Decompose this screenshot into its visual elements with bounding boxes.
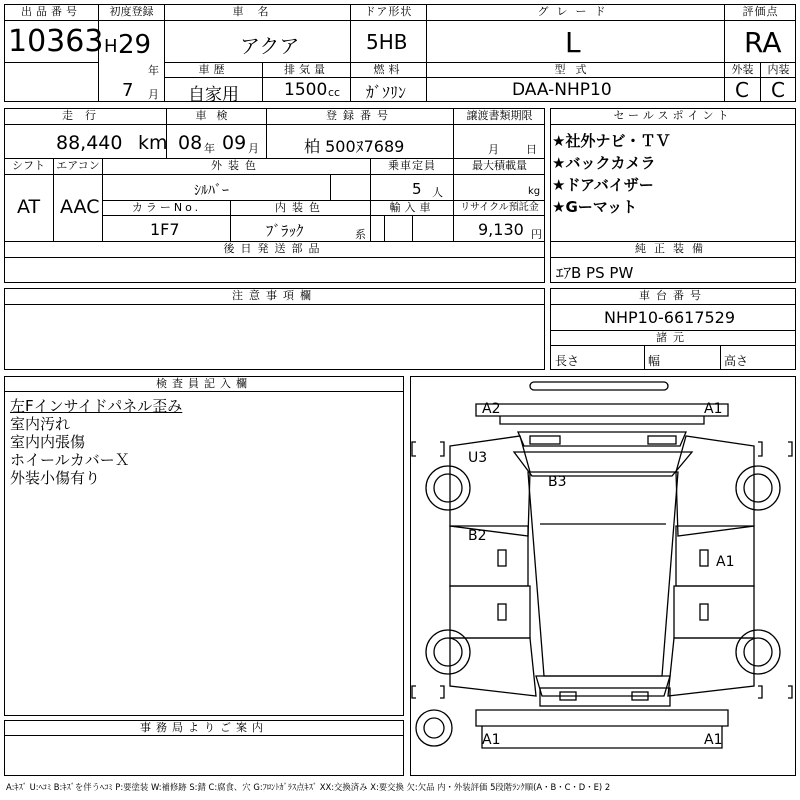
sales-item: ★ドアバイザー <box>552 176 654 194</box>
car-name: アクア <box>240 34 300 58</box>
car-diagram <box>410 376 796 776</box>
inspector-line: 室内汚れ <box>10 415 71 433</box>
shift: AT <box>17 196 41 218</box>
inspector-line: ホイールカバーＸ <box>10 451 130 469</box>
color-no: 1F7 <box>150 220 180 239</box>
mileage-label: 走行 <box>62 109 108 122</box>
score-label: 評価点 <box>742 5 779 18</box>
sales-item: ★社外ナビ・ＴＶ <box>552 132 671 150</box>
equipment-value: ｴｱB PS PW <box>556 264 634 282</box>
transfer-day: 日 <box>526 143 537 156</box>
displacement-unit: cc <box>328 86 341 99</box>
damage-mark: A1 <box>716 554 735 570</box>
inspector-line: 外装小傷有り <box>10 469 101 487</box>
door-type: 5HB <box>366 30 408 54</box>
spec-length: 長さ <box>555 354 580 368</box>
year-unit: 年 <box>148 64 159 77</box>
inspection-label: 車検 <box>195 109 238 122</box>
door-label: ドア形状 <box>364 5 413 18</box>
inspector-label: 検査員記入欄 <box>156 377 252 390</box>
damage-mark: A2 <box>482 401 501 417</box>
recycle-label: リサイクル預託金 <box>460 202 539 213</box>
capacity-label: 乗車定員 <box>388 159 436 172</box>
model: DAA-NHP10 <box>512 80 612 100</box>
load-label: 最大積載量 <box>472 159 527 172</box>
fuel: ｶﾞｿﾘﾝ <box>366 83 407 102</box>
fuel-label: 燃料 <box>373 63 404 76</box>
damage-mark: A1 <box>482 732 501 748</box>
inspection-month: 09 <box>222 132 247 154</box>
recycle-deposit: 9,130 <box>478 220 524 239</box>
inspection-month-unit: 月 <box>248 142 259 155</box>
first-reg-label: 初度登録 <box>109 5 154 18</box>
equipment-label: 純正装備 <box>635 242 711 255</box>
reg-no: 柏 500ﾇ7689 <box>304 137 405 156</box>
ac-label: エアコン <box>56 159 100 172</box>
exterior-score: C <box>735 78 749 102</box>
lot-label: 出品番号 <box>21 5 81 18</box>
notes-label: 注意事項欄 <box>232 289 317 302</box>
era: H <box>104 36 118 57</box>
model-label: 型式 <box>554 63 597 76</box>
load-unit: kg <box>528 186 541 197</box>
chassis-label: 車台番号 <box>639 289 707 302</box>
damage-mark: B3 <box>548 474 567 490</box>
import-label: 輸入車 <box>389 201 435 214</box>
transfer-month: 月 <box>488 143 499 156</box>
color: ｼﾙﾊﾞｰ <box>194 183 229 199</box>
color-label: 外装色 <box>211 159 262 172</box>
month-unit: 月 <box>148 88 159 101</box>
car-name-label: 車名 <box>232 5 283 18</box>
damage-mark: B2 <box>468 528 487 544</box>
mileage-unit: km <box>138 132 168 154</box>
exterior-label: 外装 <box>731 63 754 76</box>
int-color-unit: 系 <box>355 228 366 241</box>
later-parts-label: 後日発送部品 <box>223 242 326 255</box>
shift-label: シフト <box>12 159 45 172</box>
office-label: 事務局よりご案内 <box>140 721 268 734</box>
spec-height: 高さ <box>724 354 749 368</box>
spec-label: 諸元 <box>656 331 690 344</box>
lot-number: 10363 <box>8 24 104 59</box>
reg-no-label: 登録番号 <box>326 109 394 122</box>
interior-score: C <box>771 78 785 102</box>
color-no-label: カラーNo. <box>131 201 202 214</box>
spec-width: 幅 <box>648 354 661 368</box>
mileage: 88,440 <box>56 132 123 154</box>
sales-label: セールスポイント <box>613 109 733 122</box>
sales-item: ★Gーマット <box>552 198 638 216</box>
damage-mark: A1 <box>704 732 723 748</box>
inspector-line: 左Fインサイドパネル歪み <box>10 397 183 415</box>
reg-year: 29 <box>118 30 152 60</box>
inspector-line: 室内内張傷 <box>10 433 86 451</box>
score: RA <box>744 26 782 59</box>
capacity-unit: 人 <box>432 186 443 199</box>
inspection-year-unit: 年 <box>204 142 215 155</box>
int-color: ﾌﾞﾗｯｸ <box>266 222 304 240</box>
reg-month: 7 <box>122 80 134 101</box>
int-color-label: 内装色 <box>275 201 326 214</box>
legend: A:ｷｽﾞ U:ﾍｺﾐ B:ｷｽﾞを伴うﾍｺﾐ P:要塗装 W:補修跡 S:錆 C:腐食、穴 G:ﾌﾛﾝﾄｶﾞﾗｽ点ｷｽﾞ XX:交換済み X:要交換 欠:欠品 内・外装評価 5段階ﾗﾝｸ順(A・B・C・D・E) 2 <box>6 782 611 792</box>
damage-mark: U3 <box>468 450 488 466</box>
recycle-unit: 円 <box>531 228 542 241</box>
displacement-label: 排気量 <box>284 63 329 76</box>
grade: L <box>565 26 581 59</box>
chassis-number: NHP10-6617529 <box>604 308 736 327</box>
interior-label: 内装 <box>767 63 790 76</box>
grade-label: グレード <box>537 5 614 18</box>
displacement: 1500 <box>284 80 328 100</box>
sales-item: ★バックカメラ <box>552 154 656 172</box>
capacity: 5 <box>412 180 422 198</box>
history-label: 車歴 <box>198 63 229 76</box>
transfer-label: 譲渡書類期限 <box>466 109 533 122</box>
inspection-year: 08 <box>178 132 203 154</box>
ac: AAC <box>60 196 100 218</box>
damage-mark: A1 <box>704 401 723 417</box>
history: 自家用 <box>188 85 239 105</box>
